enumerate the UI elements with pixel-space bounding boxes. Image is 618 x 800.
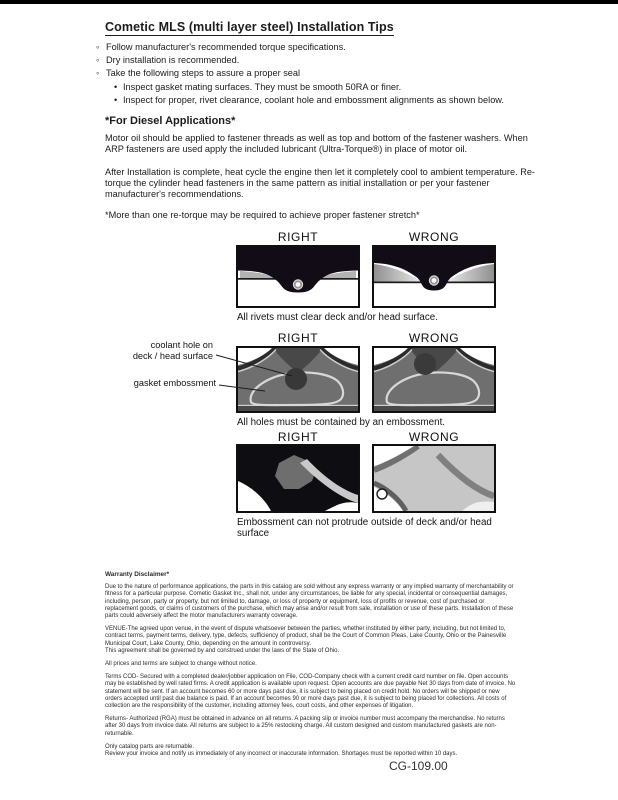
right-label: RIGHT: [277, 430, 319, 444]
tip-item: ◦ Follow manufacturer's recommended torque specifications.: [96, 41, 606, 54]
legal-paragraph: Due to the nature of performance applications, the parts in this catalog are sold without any express warranty or any implied warranty of merchantability or fitness for a particular purpose. Cometic Gasket Inc., shall not, under any circumstances, be liable for any special, incidental or consequential damages, including, person, party or property, but not limited to, damage, or loss of property or equipment, loss of profits or revenue, cost of purchased or replacement goods, or claims of customers of the purchase, which may arise and/or result from sale, installation or use of these parts. Installation of these parts could adversely affect the motor manufacturers warranty coverage.: [105, 584, 514, 620]
embossment-protrude-illustration: [374, 446, 494, 511]
embossment-caption: Embossment can not protrude outside of deck and/or head surface: [237, 517, 492, 539]
coolant-hole-callout-line2: deck / head surface: [132, 350, 213, 361]
right-label: RIGHT: [277, 230, 319, 244]
retorque-note: *More than one re-torque may be required to achieve proper fastener stretch*: [105, 210, 420, 220]
warranty-heading: Warranty Disclaimer*: [105, 571, 170, 578]
hole-right-diagram: [236, 346, 360, 413]
diesel-paragraph-1: Motor oil should be applied to fastener threads as well as top and bottom of the fastener washers. When ARP fasteners are used apply the included lubricant (Ultra-Torque®) in place of motor oil.: [105, 133, 528, 155]
page-title: Cometic MLS (multi layer steel) Installation Tips: [105, 20, 394, 34]
warranty-section: [105, 571, 518, 758]
wrong-label: WRONG: [408, 331, 460, 345]
hole-contained-illustration: [238, 348, 358, 411]
legal-paragraph: Returns- Authorized (RGA) must be obtained in advance on all returns. A packing slip or invoice number must accompany the merchandise. No returns after 30 days from invoice date. All returns are subject to a 25% restocking charge. All custom designed and custom manufactured gaskets are non-returnable.: [105, 716, 505, 737]
rivet-interfere-illustration: [374, 247, 494, 306]
wrong-label: WRONG: [408, 430, 460, 444]
right-label: RIGHT: [277, 331, 319, 345]
legal-paragraph: VENUE-The agreed upon venue, in the event of dispute whatsoever between the parties, whether instituted by either party, including, but not limited to, contract terms, payment terms, delivery, type, defects, sufficiency of product, shall be the Court of Common Pleas, Lake County, Ohio or the Painesville Municipal Court, Lake County, Ohio, depending on the amount in controversy.: [105, 626, 507, 647]
tip-sub-item: • Inspect gasket mating surfaces. They must be smooth 50RA or finer.: [96, 81, 606, 94]
wrong-label: WRONG: [408, 230, 460, 244]
hole-wrong-diagram: [372, 346, 496, 413]
page-top-rule: [0, 0, 618, 4]
coolant-hole-callout-line1: coolant hole on: [150, 340, 213, 350]
gasket-embossment-callout: gasket embossment: [133, 378, 216, 388]
tip-item: ◦ Take the following steps to assure a proper seal: [96, 67, 606, 80]
hole-outside-illustration: [374, 348, 494, 411]
diesel-paragraph-2: After Installation is complete, heat cycle the engine then let it completely cool to ambient temperature. Re-torque the cylinder head fasteners in the same pattern as initial installation or per your fastener manufacturer's recommendations.: [105, 167, 535, 200]
tip-sub-item: • Inspect for proper, rivet clearance, coolant hole and embossment alignments as shown below.: [96, 94, 606, 107]
legal-paragraph: All prices and terms are subject to change without notice.: [105, 661, 257, 668]
legal-paragraph: Review your invoice and notify us immediately of any incorrect or inaccurate information. Shortages must be reported within 10 days.: [105, 751, 458, 758]
embossment-inside-illustration: [238, 446, 358, 511]
diesel-heading: *For Diesel Applications*: [105, 115, 236, 127]
rivet-caption: All rivets must clear deck and/or head surface.: [237, 312, 438, 323]
document-code: CG-109.00: [389, 759, 448, 773]
installation-tips-list: [96, 41, 606, 107]
rivet-wrong-diagram: [372, 245, 496, 308]
holes-caption: All holes must be contained by an embossment.: [237, 417, 446, 428]
legal-paragraph: Terms COD- Secured with a completed dealer/jobber application on File, COD-Company check with a current credit card number on file. Open accounts may be established by well rated firms. A credit application is available upon request. Open accounts are due payable Net 30 days from date of invoice. No statement will be sent. If an account becomes 60 or more days past due, it is subject to being placed on credit hold. No orders will be shipped or new orders accepted until past due balance is paid. If an account becomes 90 or more days past due, it is subject to being placed for collections. All costs of collection are the responsibility of the customer, including attorney fees, court costs, and other expenses of litigation.: [105, 674, 516, 710]
coolant-hole-callout: [88, 340, 213, 361]
embossment-wrong-diagram: [372, 444, 496, 513]
embossment-right-diagram: [236, 444, 360, 513]
rivet-right-diagram: [236, 245, 360, 308]
rivet-clear-illustration: [238, 247, 358, 306]
legal-paragraph: This agreement shall be governed by and construed under the laws of the State of Ohio.: [105, 647, 340, 654]
legal-paragraph: Only catalog parts are returnable.: [105, 743, 195, 750]
tip-item: ◦ Dry installation is recommended.: [96, 54, 606, 67]
